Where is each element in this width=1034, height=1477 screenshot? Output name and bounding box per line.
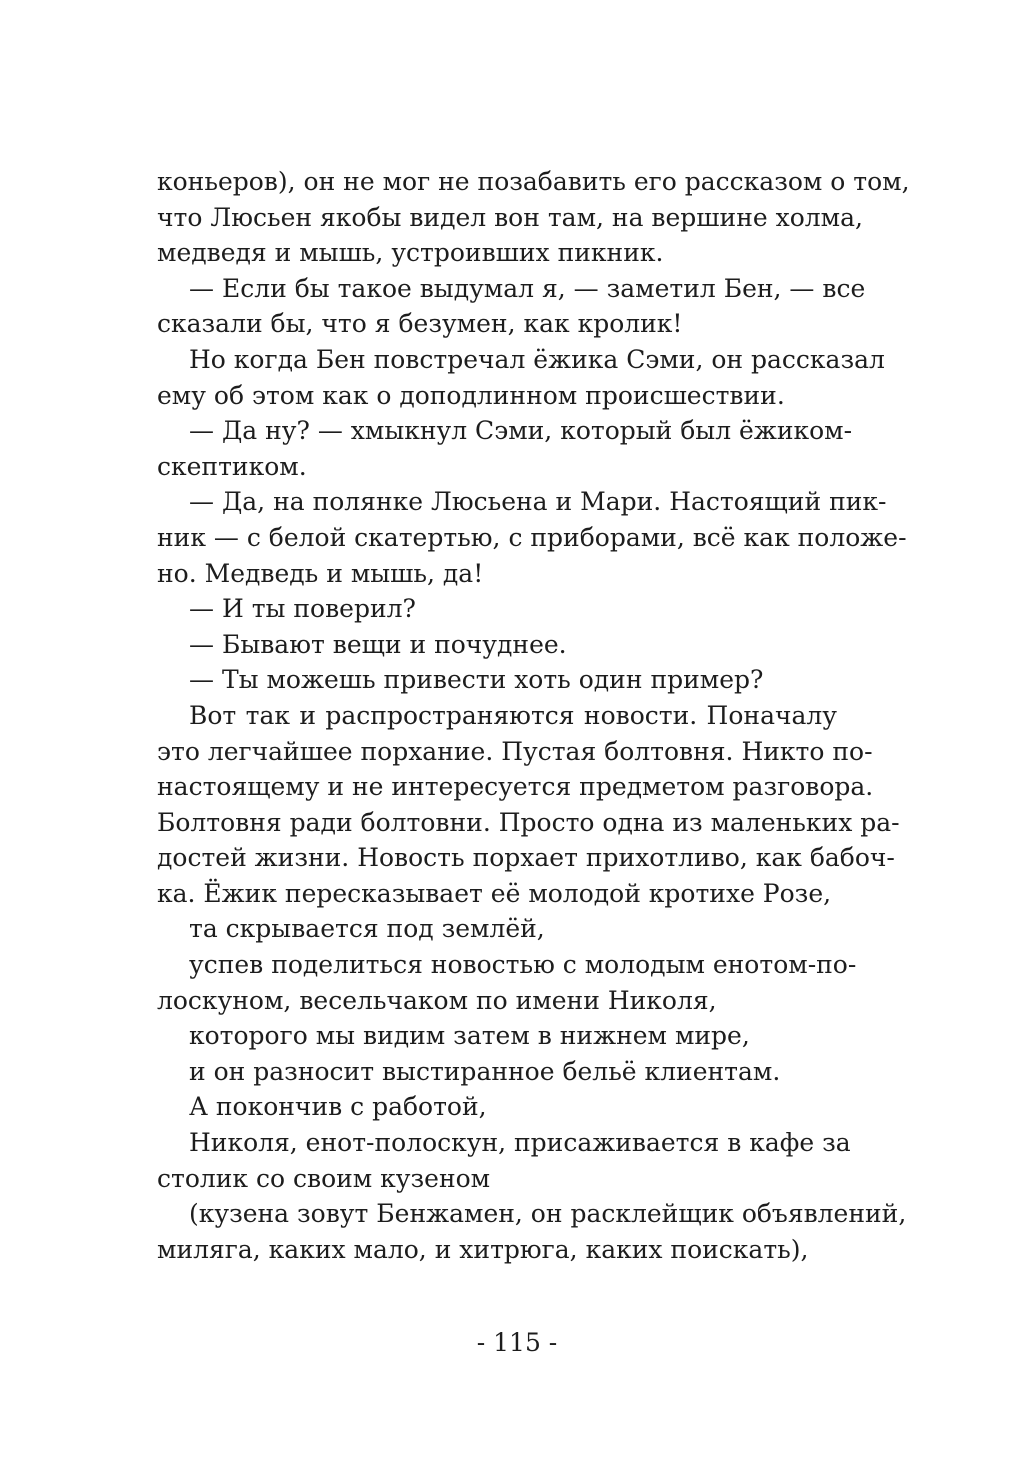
- text-line: сказали бы, что я безумен, как кролик!: [157, 309, 683, 339]
- text-line: — Да, на полянке Люсьена и Мари. Настоящий пик-: [189, 487, 887, 517]
- text-line: скептиком.: [157, 451, 307, 481]
- text-line: Болтовня ради болтовни. Просто одна из маленьких ра-: [157, 807, 900, 837]
- text-line: та скрывается под землёй,: [189, 914, 545, 944]
- text-line: — Ты можешь привести хоть один пример?: [189, 665, 764, 695]
- text-line: А покончив с работой,: [189, 1092, 487, 1122]
- text-line: — Если бы такое выдумал я, — заметил Бен, — все: [189, 273, 866, 303]
- page-body: [157, 164, 910, 1267]
- text-line: медведя и мышь, устроивших пикник.: [157, 238, 664, 268]
- text-line: достей жизни. Новость порхает прихотливо, как бабоч-: [157, 843, 895, 873]
- text-line: ка. Ёжик пересказывает её молодой кротихе Розе,: [157, 878, 832, 908]
- text-line: столик со своим кузеном: [157, 1163, 491, 1193]
- text-line: которого мы видим затем в нижнем мире,: [189, 1021, 750, 1051]
- text-line: — Бывают вещи и почуднее.: [189, 629, 567, 659]
- text-line: лоскуном, весельчаком по имени Николя,: [157, 985, 717, 1015]
- text-line: — Да ну? — хмыкнул Сэми, который был ёжиком-: [189, 416, 853, 446]
- text-line: миляга, каких мало, и хитрюга, каких поискать),: [157, 1234, 809, 1264]
- text-line: и он разносит выстиранное бельё клиентам.: [189, 1056, 781, 1086]
- text-line: (кузена зовут Бенжамен, он расклейщик объявлений,: [189, 1199, 907, 1229]
- text-line: Николя, енот-полоскун, присаживается в кафе за: [189, 1128, 851, 1158]
- text-line: это легчайшее порхание. Пустая болтовня. Никто по-: [157, 736, 873, 766]
- text-line: но. Медведь и мышь, да!: [157, 558, 484, 588]
- text-line: ник — с белой скатертью, с приборами, всё как положе-: [157, 522, 907, 552]
- text-line: успев поделиться новостью с молодым енотом-по-: [189, 950, 857, 980]
- text-line: коньеров), он не мог не позабавить его рассказом о том,: [157, 167, 910, 196]
- text-line: ему об этом как о доподлинном происшествии.: [157, 380, 785, 410]
- page-number: - 115 -: [476, 1328, 558, 1357]
- text-line: Вот так и распространяются новости. Поначалу: [189, 700, 837, 730]
- text-line: Но когда Бен повстречал ёжика Сэми, он рассказал: [189, 344, 885, 374]
- text-line: настоящему и не интересуется предметом разговора.: [157, 772, 874, 802]
- text-line: что Люсьен якобы видел вон там, на вершине холма,: [157, 202, 863, 232]
- text-line: — И ты поверил?: [189, 594, 416, 624]
